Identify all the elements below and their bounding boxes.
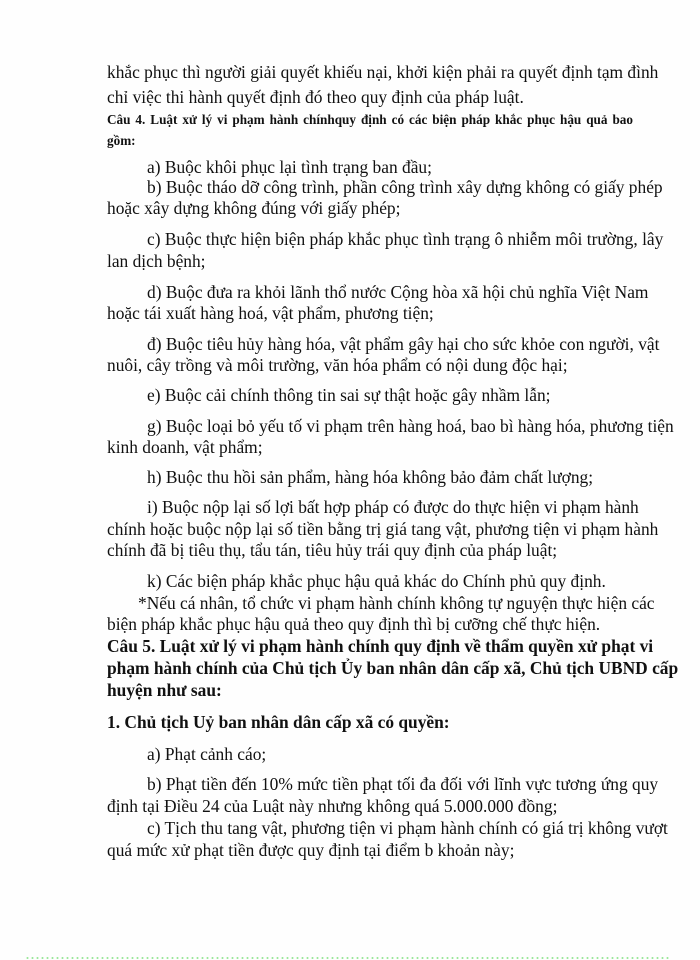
list-item-d-cont: hoặc tái xuất hàng hoá, vật phẩm, phương tiện; xyxy=(107,303,434,323)
list-item-dd-cont: nuôi, cây trồng và môi trường, văn hóa phẩm có nội dung độc hại; xyxy=(107,355,568,375)
list-item-dd: đ) Buộc tiêu hủy hàng hóa, vật phẩm gây hại cho sức khỏe con người, vật xyxy=(147,334,660,354)
list-item-c: c) Buộc thực hiện biện pháp khắc phục tình trạng ô nhiễm môi trường, lây xyxy=(147,229,664,249)
section-1-item-b-cont: định tại Điều 24 của Luật này nhưng không quá 5.000.000 đồng; xyxy=(107,796,558,816)
section-1-item-c: c) Tịch thu tang vật, phương tiện vi phạm hành chính có giá trị không vượt xyxy=(147,818,668,838)
section-1-item-b: b) Phạt tiền đến 10% mức tiền phạt tối đa đối với lĩnh vực tương ứng quy xyxy=(147,774,659,794)
list-item-k: k) Các biện pháp khắc phục hậu quả khác do Chính phủ quy định. xyxy=(147,571,606,591)
question-5-heading: Câu 5. Luật xử lý vi phạm hành chính quy định về thẩm quyền xử phạt vi xyxy=(107,636,654,656)
question-4-heading: Câu 4. Luật xử lý vi phạm hành chínhquy định có các biện pháp khắc phục hậu quả bao xyxy=(107,112,633,127)
paragraph-line: khắc phục thì người giải quyết khiếu nại, khởi kiện phải ra quyết định tạm đình xyxy=(107,62,659,82)
note-paragraph-cont: biện pháp khắc phục hậu quả theo quy định thì bị cưỡng chế thực hiện. xyxy=(107,614,601,634)
section-1-item-a: a) Phạt cảnh cáo; xyxy=(147,744,267,764)
list-item-a: a) Buộc khôi phục lại tình trạng ban đầu; xyxy=(147,157,432,177)
list-item-g-cont: kinh doanh, vật phẩm; xyxy=(107,437,263,457)
list-item-i-cont: chính hoặc buộc nộp lại số tiền bằng trị giá tang vật, phương tiện vi phạm hành xyxy=(107,519,659,539)
list-item-g: g) Buộc loại bỏ yếu tố vi phạm trên hàng hoá, bao bì hàng hóa, phương tiện xyxy=(147,416,674,436)
question-5-heading: phạm hành chính của Chủ tịch Ủy ban nhân dân cấp xã, Chủ tịch UBND cấp xyxy=(107,658,679,678)
paragraph-line: chỉ việc thi hành quyết định đó theo quy định của pháp luật. xyxy=(107,87,524,107)
list-item-b: b) Buộc tháo dỡ công trình, phần công trình xây dựng không có giấy phép xyxy=(147,177,663,197)
section-1-heading: 1. Chủ tịch Uỷ ban nhân dân cấp xã có quyền: xyxy=(107,712,450,732)
list-item-b-cont: hoặc xây dựng không đúng với giấy phép; xyxy=(107,198,401,218)
question-4-heading: gồm: xyxy=(107,133,136,148)
section-1-item-c-cont: quá mức xử phạt tiền được quy định tại điểm b khoản này; xyxy=(107,840,515,860)
list-item-c-cont: lan dịch bệnh; xyxy=(107,251,206,271)
note-paragraph: *Nếu cá nhân, tổ chức vi phạm hành chính không tự nguyện thực hiện các xyxy=(138,593,655,613)
list-item-d: d) Buộc đưa ra khỏi lãnh thổ nước Cộng hòa xã hội chủ nghĩa Việt Nam xyxy=(147,282,649,302)
list-item-i: i) Buộc nộp lại số lợi bất hợp pháp có được do thực hiện vi phạm hành xyxy=(147,497,639,517)
list-item-i-cont: chính đã bị tiêu thụ, tẩu tán, tiêu hủy trái quy định của pháp luật; xyxy=(107,540,558,560)
list-item-h: h) Buộc thu hồi sản phẩm, hàng hóa không bảo đảm chất lượng; xyxy=(147,467,594,487)
list-item-e: e) Buộc cải chính thông tin sai sự thật hoặc gây nhầm lẫn; xyxy=(147,385,551,405)
question-5-heading: huyện như sau: xyxy=(107,680,222,700)
footer-dotted-line xyxy=(25,957,670,959)
